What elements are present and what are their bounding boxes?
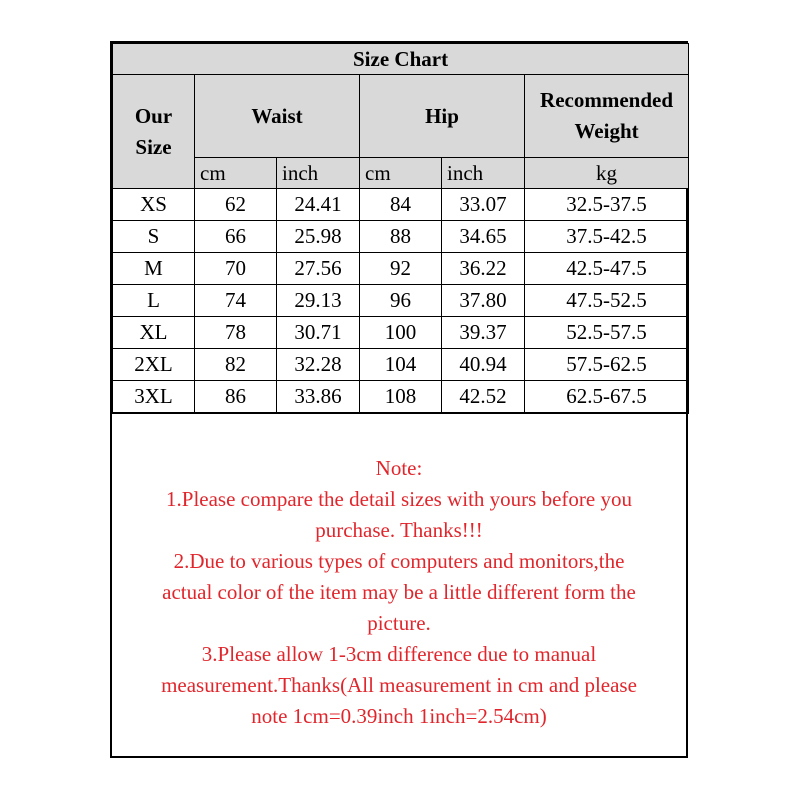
header-waist: Waist xyxy=(195,75,360,158)
size-cell: XS xyxy=(113,189,195,221)
note-line: purchase. Thanks!!! xyxy=(315,518,483,542)
note-line: 3.Please allow 1-3cm difference due to manual xyxy=(201,642,597,666)
size-cell: L xyxy=(113,285,195,317)
waist-inch-cell: 29.13 xyxy=(277,285,360,317)
unit-hip-inch: inch xyxy=(442,158,525,189)
waist-cm-cell: 62 xyxy=(195,189,277,221)
unit-weight: kg xyxy=(525,158,689,189)
unit-waist-cm: cm xyxy=(195,158,277,189)
waist-inch-cell: 33.86 xyxy=(277,381,360,414)
note-line: 1.Please compare the detail sizes with yours before you xyxy=(166,487,632,511)
waist-cm-cell: 82 xyxy=(195,349,277,381)
weight-cell: 57.5-62.5 xyxy=(525,349,689,381)
waist-cm-cell: 66 xyxy=(195,221,277,253)
weight-cell: 52.5-57.5 xyxy=(525,317,689,349)
table-row xyxy=(113,221,689,253)
table-row xyxy=(113,189,689,221)
size-cell: M xyxy=(113,253,195,285)
weight-cell: 47.5-52.5 xyxy=(525,285,689,317)
waist-inch-cell: 32.28 xyxy=(277,349,360,381)
size-chart xyxy=(110,41,688,758)
waist-cm-cell: 70 xyxy=(195,253,277,285)
weight-cell: 32.5-37.5 xyxy=(525,189,689,221)
header-hip: Hip xyxy=(360,75,525,158)
note-line: picture. xyxy=(367,611,431,635)
weight-cell: 37.5-42.5 xyxy=(525,221,689,253)
hip-inch-cell: 42.52 xyxy=(442,381,525,414)
hip-cm-cell: 92 xyxy=(360,253,442,285)
hip-inch-cell: 39.37 xyxy=(442,317,525,349)
size-cell: 3XL xyxy=(113,381,195,414)
waist-inch-cell: 27.56 xyxy=(277,253,360,285)
waist-cm-cell: 78 xyxy=(195,317,277,349)
note-line: 2.Due to various types of computers and monitors,the xyxy=(173,549,625,573)
table-row xyxy=(113,317,689,349)
size-cell: XL xyxy=(113,317,195,349)
hip-cm-cell: 84 xyxy=(360,189,442,221)
weight-cell: 62.5-67.5 xyxy=(525,381,689,414)
hip-cm-cell: 88 xyxy=(360,221,442,253)
header-our-size: Our Size xyxy=(113,75,195,189)
note-section xyxy=(112,453,686,732)
waist-inch-cell: 25.98 xyxy=(277,221,360,253)
table-title: Size Chart xyxy=(113,44,689,75)
note-line: measurement.Thanks(All measurement in cm and please xyxy=(161,673,637,697)
weight-cell: 42.5-47.5 xyxy=(525,253,689,285)
table-row xyxy=(113,381,689,414)
header-weight: Recommended Weight xyxy=(525,75,689,158)
note-heading: Note: xyxy=(375,456,423,480)
table-row xyxy=(113,285,689,317)
hip-cm-cell: 104 xyxy=(360,349,442,381)
waist-inch-cell: 30.71 xyxy=(277,317,360,349)
hip-inch-cell: 40.94 xyxy=(442,349,525,381)
unit-hip-cm: cm xyxy=(360,158,442,189)
hip-cm-cell: 108 xyxy=(360,381,442,414)
hip-inch-cell: 37.80 xyxy=(442,285,525,317)
table-row xyxy=(113,253,689,285)
hip-cm-cell: 96 xyxy=(360,285,442,317)
hip-inch-cell: 36.22 xyxy=(442,253,525,285)
table-row xyxy=(113,349,689,381)
waist-inch-cell: 24.41 xyxy=(277,189,360,221)
size-cell: 2XL xyxy=(113,349,195,381)
size-cell: S xyxy=(113,221,195,253)
note-line: actual color of the item may be a little different form the xyxy=(162,580,636,604)
note-line: note 1cm=0.39inch 1inch=2.54cm) xyxy=(251,704,547,728)
waist-cm-cell: 74 xyxy=(195,285,277,317)
hip-inch-cell: 33.07 xyxy=(442,189,525,221)
unit-waist-inch: inch xyxy=(277,158,360,189)
hip-cm-cell: 100 xyxy=(360,317,442,349)
waist-cm-cell: 86 xyxy=(195,381,277,414)
size-table xyxy=(112,43,689,414)
hip-inch-cell: 34.65 xyxy=(442,221,525,253)
